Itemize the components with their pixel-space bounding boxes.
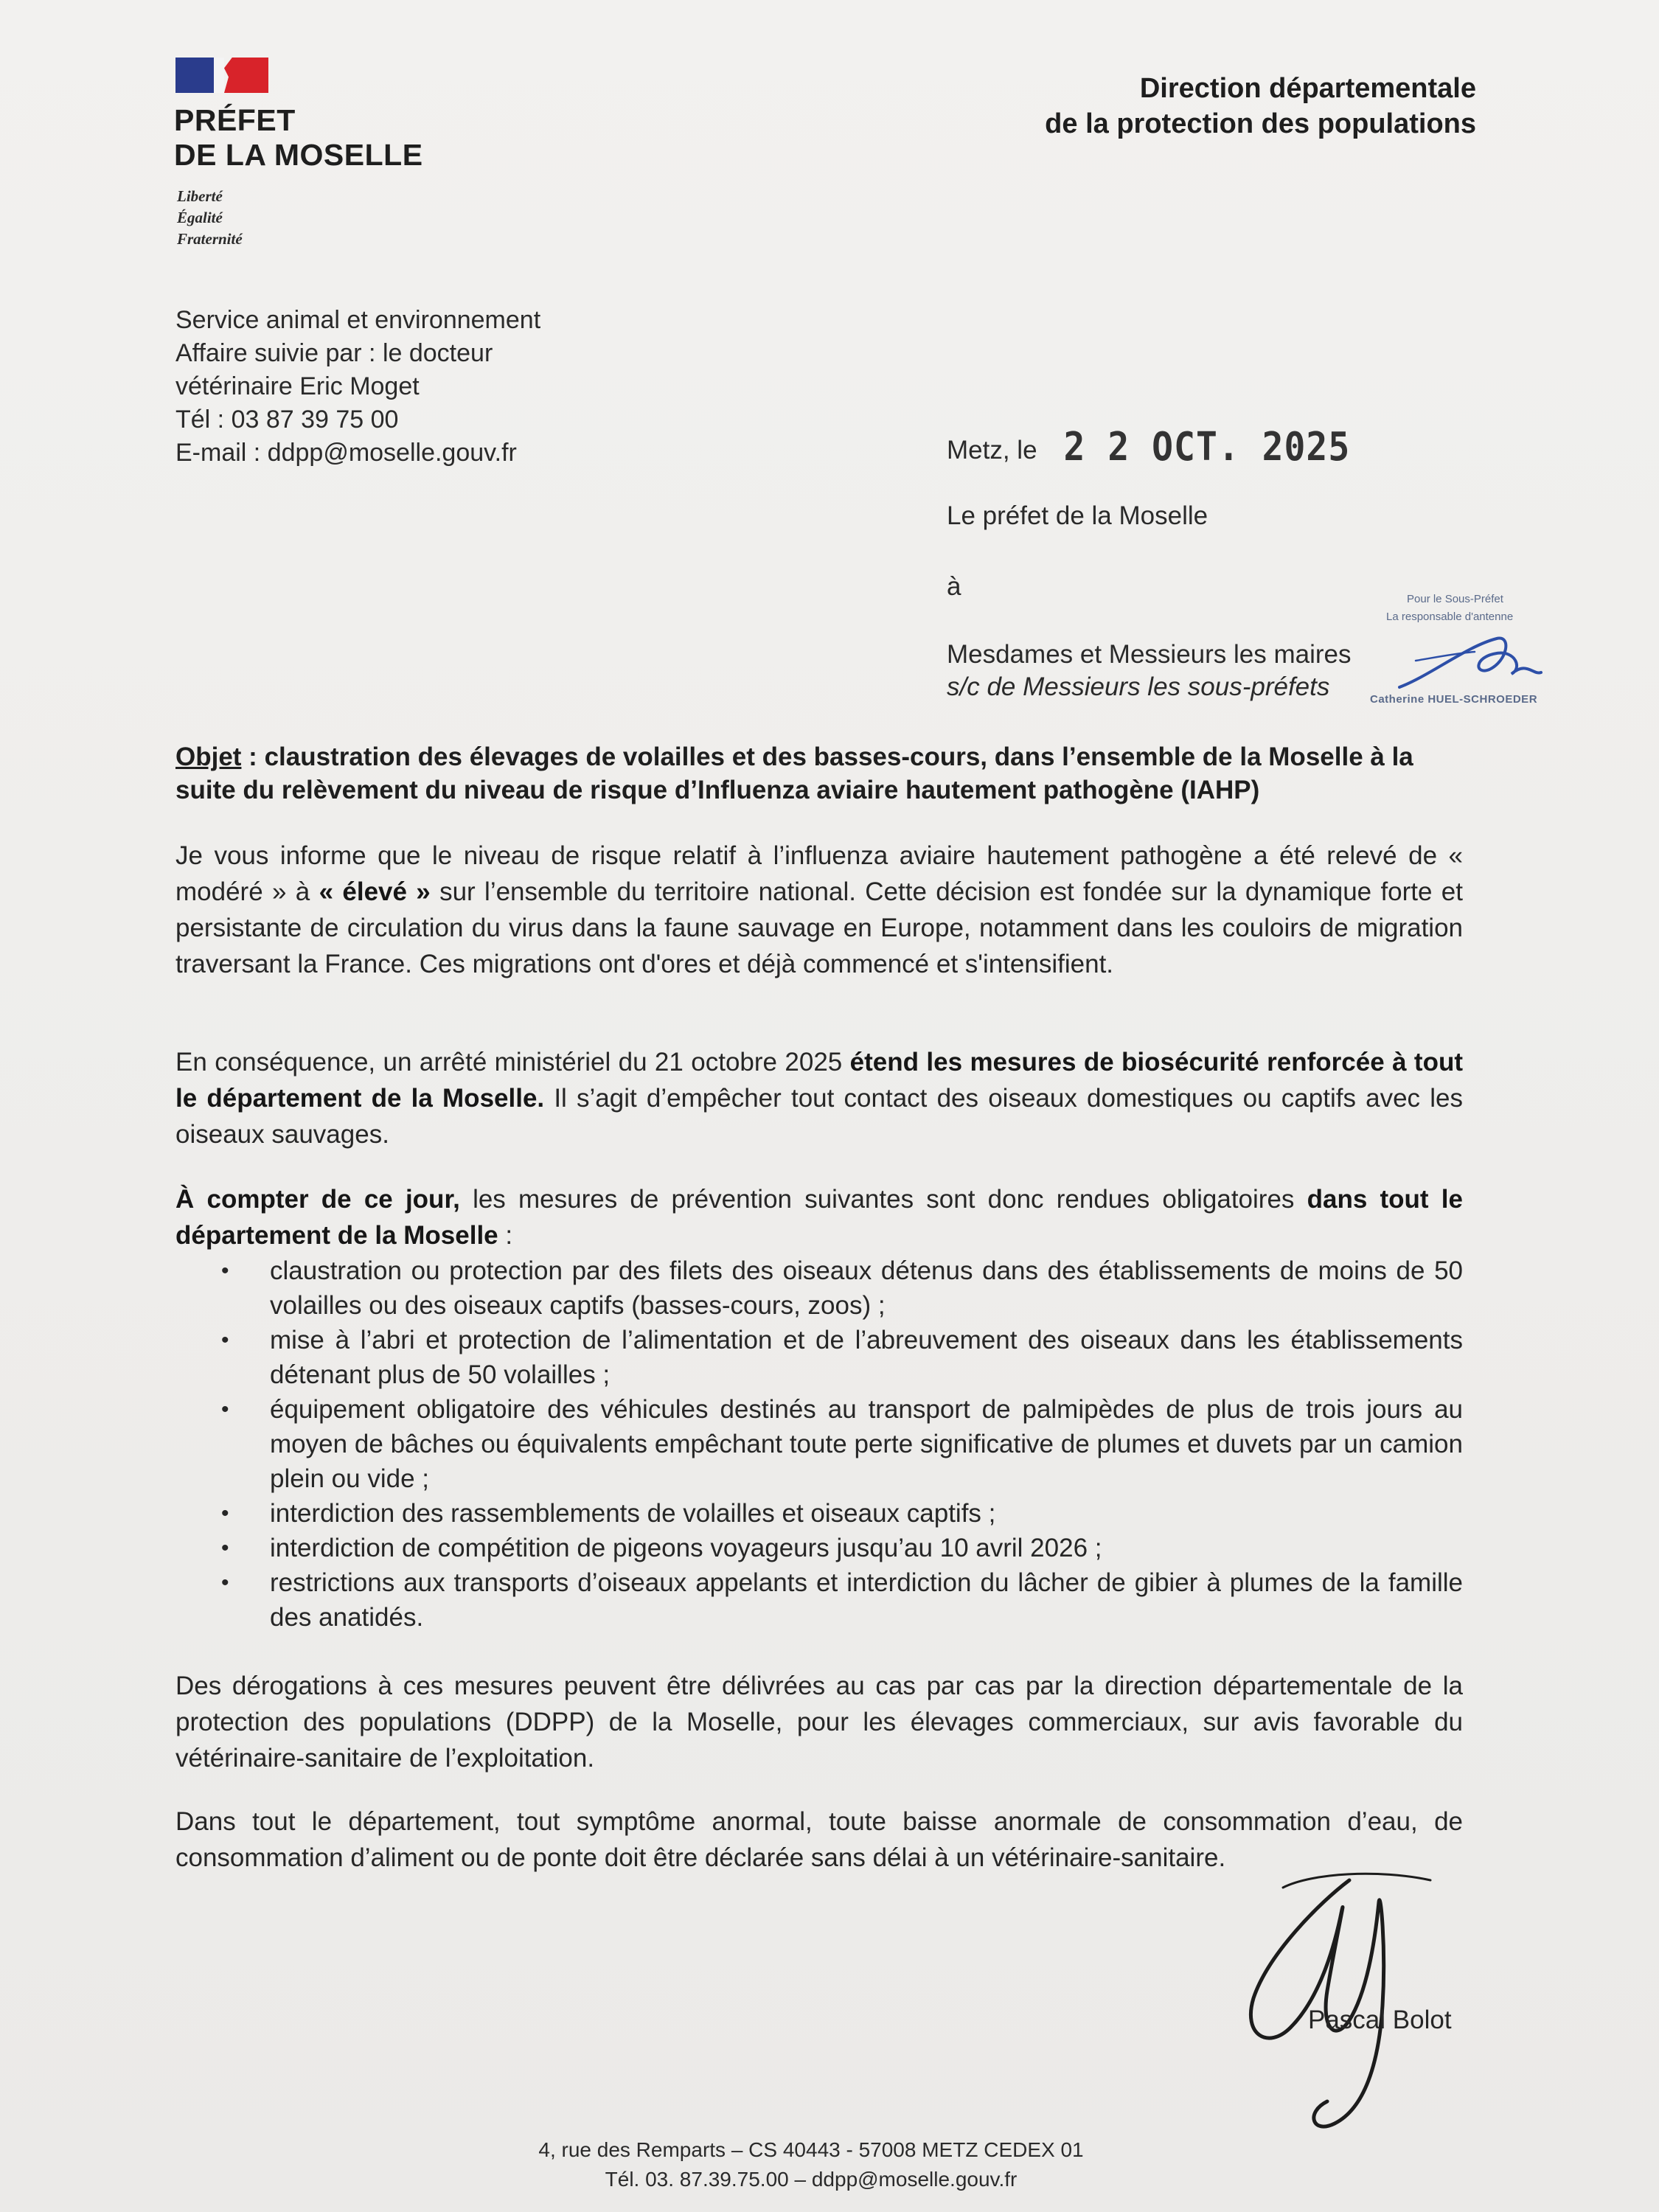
paragraph-arrete [175,1044,1463,1152]
p3-text-d: : [498,1221,513,1250]
motto-fraternite: Fraternité [177,230,243,248]
p2-text-bold: étend les mesures de biosécurité renforcée à tout le département de la Moselle. [175,1048,1464,1113]
p1-text-c: sur l’ensemble du territoire national. Cette décision est fondée sur la dynamique forte et persistante de circulation du virus dans la faune sauvage en Europe, notamment dans les couloirs de migration traversant la France. Ces migrations ont d'ores et déjà commencé et s'intensifient. [175,877,1463,978]
prefet-line-1: PRÉFET [174,103,296,137]
list-item: • restrictions aux transports d’oiseaux appelants et interdiction du lâcher de gibier à plumes de la famille des anatidés. [221,1565,1463,1635]
list-item: • interdiction de compétition de pigeons voyageurs jusqu’au 10 avril 2026 ; [221,1531,1463,1565]
objet-separator: : [241,742,265,771]
prefet-line-2: DE LA MOSELLE [174,138,423,172]
paragraph-measures-intro [175,1181,1463,1253]
objet-label: Objet [175,742,242,771]
sub-prefect-signature [1386,616,1556,698]
service-name: Service animal et environnement [175,306,541,334]
motto-egalite: Égalité [177,209,223,226]
p2-text-c: Il s’agit d’empêcher tout contact des oiseaux domestiques ou captifs avec les oiseaux sauvages. [175,1084,1463,1149]
p3-text-bold-a: À compter de ce jour, [175,1185,460,1214]
footer-line-2: Tél. 03. 87.39.75.00 – ddpp@moselle.gouv.fr [605,2168,1018,2191]
recipient-line-2: s/c de Messieurs les sous-préfets [947,672,1330,701]
motto-liberte: Liberté [177,187,223,205]
service-contact-block [175,304,540,470]
recipient-line-1: Mesdames et Messieurs les maires [947,640,1352,669]
footer-address [442,2135,1180,2194]
objet-text: claustration des élevages de volailles et des basses-cours, dans l’ensemble de la Moselle à la suite du relèvement du niveau de risque d’Influenza aviaire hautement pathogène (IAHP) [175,742,1413,804]
p1-text-a: Je vous informe que le niveau de risque relatif à l’influenza aviaire hautement pathogène a été relevé de « modéré » à [175,841,1463,906]
list-item: • claustration ou protection par des filets des oiseaux détenus dans des établissements de moins de 50 volailles ou des oiseaux captifs (basses-cours, zoos) ; [221,1253,1463,1323]
stamp-line-1: Pour le Sous-Préfet [1407,593,1503,605]
to-word: à [947,572,961,601]
sender: Le préfet de la Moselle [947,501,1208,530]
marianne-flag-logo [175,58,268,93]
p3-text-bold-c: dans tout le département de la Moselle [175,1185,1463,1250]
list-item: • mise à l’abri et protection de l’alimentation et de l’abreuvement des oiseaux dans les établissements détenant plus de 50 volailles ; [221,1323,1463,1392]
stamp-line-2: La responsable d'antenne [1386,611,1514,623]
list-item: • interdiction des rassemblements de volailles et oiseaux captifs ; [221,1496,1463,1531]
paragraph-risk-level [175,838,1463,982]
p3-text-b: les mesures de prévention suivantes sont donc rendues obligatoires [459,1185,1307,1214]
service-phone: Tél : 03 87 39 75 00 [175,406,399,434]
list-item: • équipement obligatoire des véhicules destinés au transport de palmipèdes de plus de trois jours au moyen de bâches ou équivalents empêchant toute perte significative de plumes et duvets par un camion plein ou vide ; [221,1392,1463,1496]
date-prefix: Metz, le [947,436,1037,465]
p2-text-a: En conséquence, un arrêté ministériel du 21 octobre 2025 [175,1048,850,1077]
p1-text-bold: « élevé » [319,877,431,906]
footer-line-1: 4, rue des Remparts – CS 40443 - 57008 METZ CEDEX 01 [538,2138,1084,2161]
prefet-title [174,103,423,173]
service-affaire: Affaire suivie par : le docteur [175,339,493,367]
date-stamp: 2 2 OCT. 2025 [1063,423,1351,470]
paragraph-derogations: Des dérogations à ces mesures peuvent être délivrées au cas par cas par la direction départementale de la protection des populations (DDPP) de la Moselle, pour les élevages commerciaux, sur avis favorable du vétérinaire-sanitaire de l’exploitation. [175,1672,1463,1773]
direction-line-1: Direction départementale [1139,73,1476,104]
objet-heading [175,740,1463,807]
date-line [947,423,1351,470]
direction-header [1015,71,1476,142]
direction-line-2: de la protection des populations [1045,108,1476,139]
measures-list [221,1253,1463,1635]
service-vet: vétérinaire Eric Moget [175,372,420,400]
service-email: E-mail : ddpp@moselle.gouv.fr [175,439,517,467]
republic-motto [177,186,243,250]
signer-name: Pascal Bolot [1308,2006,1452,2034]
paragraph-symptoms: Dans tout le département, tout symptôme anormal, toute baisse anormale de consommation d’eau, de consommation d’aliment ou de ponte doit être déclarée sans délai à un vétérinaire-sanitaire. [175,1807,1463,1872]
stamp-line-3: Catherine HUEL-SCHROEDER [1370,693,1538,706]
